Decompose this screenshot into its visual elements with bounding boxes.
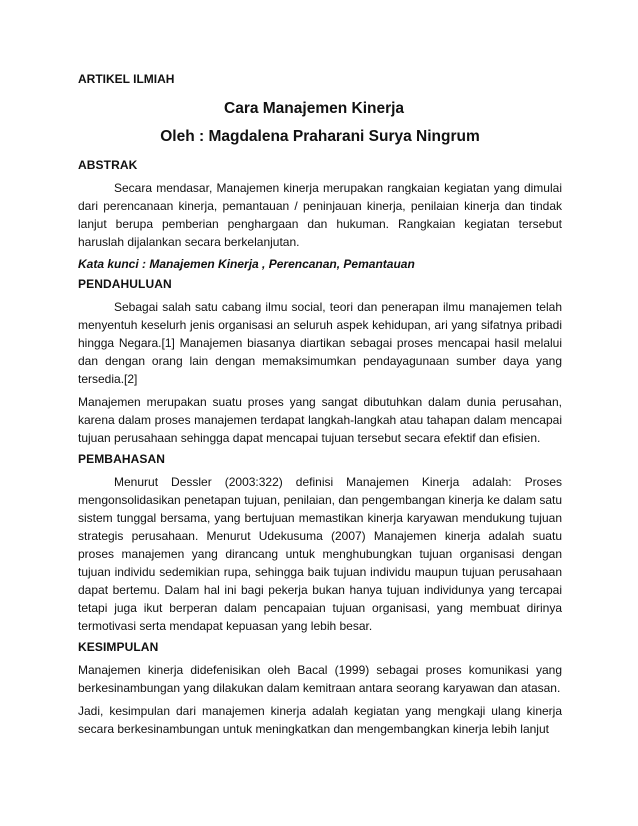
discussion-text: Menurut Dessler (2003:322) definisi Manajemen Kinerja adalah: Proses mengonsolidasikan penetapan tujuan, penilaian, dan pengembangan kinerja ke dalam satu sistem tunggal bersama, yang bertujuan memastikan kinerja karyawan mendukung tujuan strategis perusahaan. Menurut Udekusuma (2007) Manajemen kinerja adalah suatu proses manajemen yang dirancang untuk menghubungkan tujuan organisasi dengan tujuan individu sedemikian rupa, sehingga baik tujuan individu maupun tujuan perusahaan dapat bertemu. Dalam hal ini bagi pekerja bukan hanya tujuan individunya yang tercapai tetapi juga ikut berperan dalam pencapaian tujuan organisasi, yang membuat dirinya termotivasi serta mendapat kepuasan yang lebih besar. [78,475,562,633]
introduction-paragraph-1: Sebagai salah satu cabang ilmu social, teori dan penerapan ilmu manajemen telah menyentuh keselurh jenis organisasi an seluruh aspek kehidupan, ari yang sifatnya pribadi hingga Negara.[1] Manajemen biasanya diartikan sebagai proses mencapai hasil melalui dan dengan orang lain dengan memaksimumkan pendayagunaan sumber daya yang tersedia.[2] [78,300,562,386]
conclusion-paragraph-2: Jadi, kesimpulan dari manajemen kinerja adalah kegiatan yang mengkaji ulang kinerja secara berkesinambungan untuk meningkatkan dan mengembangkan kinerja lebih lanjut [78,704,562,736]
document-page [78,72,562,743]
keywords-line: Kata kunci : Manajemen Kinerja , Perencanan, Pemantauan [78,257,415,271]
author-line: Oleh : Magdalena Praharani Surya Ningrum [160,128,480,145]
introduction-paragraph-2: Manajemen merupakan suatu proses yang sangat dibutuhkan dalam dunia perusahan, karena dalam proses manajemen terdapat langkah-langkah atau tahapan dalam mencapai tujuan perusahaan sehingga dapat mencapai tujuan tersebut secara efektif dan efisien. [78,395,562,445]
introduction-heading: PENDAHULUAN [78,277,172,291]
discussion-heading: PEMBAHASAN [78,452,166,466]
abstract-text: Secara mendasar, Manajemen kinerja merupakan rangkaian kegiatan yang dimulai dari perencanaan kinerja, pemantauan / peninjauan kinerja, penilaian kinerja dan tindak lanjut berupa pemberian penghargaan dan hukuman. Rangkaian kegiatan tersebut haruslah dijalankan secara berkelanjutan. [78,181,562,249]
article-label: ARTIKEL ILMIAH [78,72,175,86]
conclusion-heading: KESIMPULAN [78,640,159,654]
abstract-heading: ABSTRAK [78,158,138,172]
conclusion-paragraph-1: Manajemen kinerja didefenisikan oleh Bacal (1999) sebagai proses komunikasi yang berkesinambungan yang dilakukan dalam kemitraan antara seorang karyawan dan atasan. [78,663,562,695]
article-title: Cara Manajemen Kinerja [224,100,405,117]
